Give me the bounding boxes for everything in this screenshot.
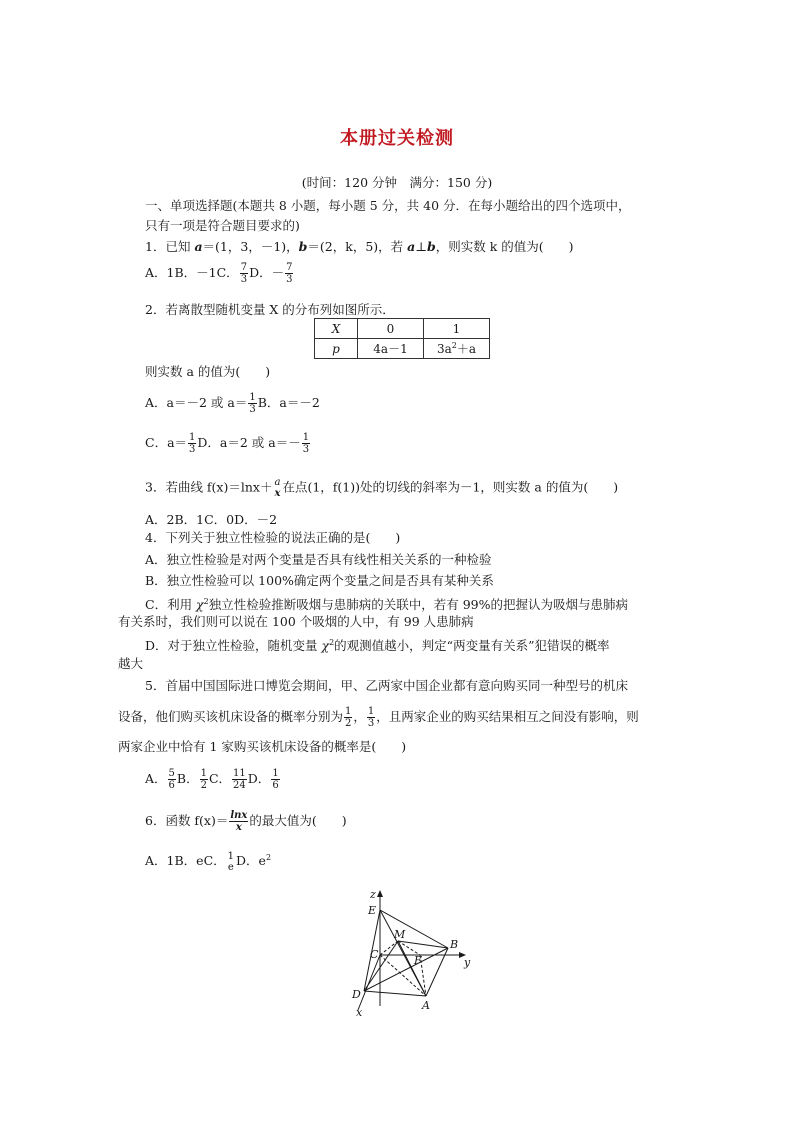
superscript: 2 [265,853,272,862]
q5-option-b-fraction [200,768,208,791]
question-1-options [145,262,294,285]
q4-text: D．对于独立性检验，随机变量 [145,638,322,654]
q3-fraction [273,477,281,499]
denominator: 3 [367,718,375,729]
denominator: 3 [286,274,293,285]
superscript: 2 [329,638,335,647]
q4-text: C．利用 [145,597,197,613]
question-5-line1: 5．首届中国国际进口博览会期间，甲、乙两家中国企业都有意向购买同一种型号的机床 [145,678,628,693]
denominator: 2 [345,718,352,729]
numerator: 1 [227,850,235,862]
question-5-options [145,768,281,791]
label-B: B [450,938,459,951]
numerator: 1 [272,768,279,779]
q2-option-d: D．a＝2 或 a＝－ [197,435,301,450]
q1-option-d: D．－ [249,265,285,280]
q6-option-c-fraction [227,851,235,873]
q5-fraction-2 [367,706,375,729]
edge-DA [364,991,426,996]
numerator: 1 [249,392,256,403]
label-A: A [422,999,430,1012]
question-2-options-cd [145,432,311,455]
q1-text: ，则实数 k 的值为( ) [435,239,574,254]
numerator: 1 [189,432,196,443]
numerator: 7 [286,262,293,273]
q1-text: ＝(1，3，－1)， [202,239,299,254]
label-D: D [352,988,361,1001]
q5-option-a: A． [145,771,167,786]
chi-symbol: χ [321,638,330,654]
q3-text: 3．若曲线 f(x)＝lnx＋ [145,479,273,495]
table-cell: 1 [424,319,490,339]
edge-MA [398,941,426,996]
table-cell [315,319,358,339]
question-5-line2 [118,706,639,729]
question-4-stem: 4．下列关于独立性检验的说法正确的是( ) [145,530,401,545]
q2-option-c-fraction [188,432,196,455]
section-heading-line2: 只有一项是符合题目要求的) [145,218,300,233]
cell-text: X [331,321,341,336]
question-2-options-ab [145,392,320,415]
table-row [315,339,490,359]
question-6-stem [145,810,347,833]
table-cell [424,339,490,359]
superscript: 2 [203,597,209,606]
denominator: 6 [168,780,175,791]
label-x: x [356,1006,363,1018]
denominator: 24 [233,780,246,791]
q6-text: 6．函数 f(x)＝ [145,813,229,828]
q4-text: 独立性检验推断吸烟与患肺病的关联中，若有 99%的把握认为吸烟与患肺病 [208,597,628,613]
denominator: 6 [272,780,279,791]
question-4-option-c-line2: 有关系时，我们则可以说在 100 个吸烟的人中，有 99 人患肺病 [118,614,474,629]
edge-MB [398,941,448,948]
denominator: x [274,488,281,499]
q1-text: ＝(2，k，5)，若 [307,239,408,254]
q2-option-c: C．a＝ [145,435,188,450]
q6-option-ab: A．1B．eC． [145,853,226,869]
q1-option-c-fraction [240,262,248,285]
q5-option-c-fraction [232,768,247,791]
q5-option-d: D． [247,771,271,786]
q6-option-d: D．e [236,853,266,869]
q1-vector-b: b [427,239,436,254]
denominator: 3 [249,404,256,415]
question-5-line3: 两家企业中恰有 1 家购买该机床设备的概率是( ) [118,739,407,754]
table-cell: 0 [358,319,424,339]
numerator: 11 [233,768,246,779]
chi-symbol: χ [196,597,204,613]
table-row [315,319,490,339]
geometry-figure [340,888,480,1018]
q1-perp-symbol: ⊥ [415,239,428,254]
numerator: lnx [230,810,248,821]
question-3-options: A．2B．1C．0D．－2 [145,512,278,527]
denominator: 2 [200,780,207,791]
label-y: y [464,956,471,969]
question-2-stem: 2．若离散型随机变量 X 的分布列如图所示． [145,302,395,317]
question-2-ask: 则实数 a 的值为( ) [145,364,271,379]
q4-text: 的观测值越小，判定“两变量有关系”犯错误的概率 [334,638,610,654]
q5-text: ， [353,709,366,724]
q5-text: 设备，他们购买该机床设备的概率分别为 [118,709,344,724]
numerator: a [274,477,281,488]
table-cell [315,339,358,359]
denominator: x [235,822,242,833]
question-4-option-d-line2: 越大 [118,656,144,671]
numerator: 1 [200,768,207,779]
cell-text: ＋a [456,342,477,356]
question-6-options [145,848,271,873]
numerator: 1 [345,706,352,717]
label-E: E [368,904,377,917]
label-M: M [394,928,406,941]
label-z: z [370,888,376,901]
q5-option-c: C． [208,771,232,786]
q1-vector-a: a [407,239,416,254]
q1-option-ab: A．1B．－1C． [145,265,239,280]
q2-option-a-fraction [248,392,256,415]
q1-option-d-fraction [285,262,293,285]
label-F: F [414,954,422,967]
denominator: 3 [189,444,196,455]
q5-option-b: B． [176,771,199,786]
denominator: 3 [302,444,310,455]
cell-text: p [332,341,340,356]
question-3-stem [145,477,618,499]
q2-option-b: B．a＝－2 [257,395,320,410]
q6-text: 的最大值为( ) [249,813,347,828]
numerator: 7 [240,262,248,273]
q5-option-d-fraction [271,768,279,791]
exam-info: (时间：120 分钟 满分：150 分) [301,175,493,190]
q5-option-a-fraction [168,768,176,791]
q5-text: ，且两家企业的购买结果相互之间没有影响，则 [376,709,639,724]
cell-text: 3a [436,342,452,356]
denominator: e [227,861,234,873]
denominator: 3 [240,274,248,285]
section-heading-line1: 一、单项选择题(本题共 8 小题，每小题 5 分，共 40 分．在每小题给出的四个选项中， [145,198,631,213]
page-title: 本册过关检测 [340,128,454,149]
question-4-option-d-line1 [145,633,609,656]
label-C: C [370,948,379,961]
numerator: 5 [168,768,175,779]
q1-text: 1．已知 [145,239,195,254]
z-arrow-icon [377,890,383,897]
distribution-table [314,318,490,359]
superscript: 2 [451,341,457,350]
q1-vector-b: b [298,239,308,254]
q2-option-d-fraction [302,432,310,455]
question-4-option-a: A．独立性检验是对两个变量是否具有线性相关关系的一种检验 [145,552,492,567]
numerator: 1 [302,432,310,443]
question-4-option-b: B．独立性检验可以 100%确定两个变量之间是否具有某种关系 [145,573,494,588]
q6-fraction [229,810,248,833]
numerator: 1 [367,706,375,717]
table-cell: 4a－1 [358,339,424,359]
q3-text: 在点(1，f(1))处的切线的斜率为－1，则实数 a 的值为( ) [282,479,619,495]
edge-CM [380,941,398,955]
question-1-stem [145,237,574,257]
q2-option-a: A．a＝－2 或 a＝ [145,395,248,410]
q1-vector-a: a [194,239,203,254]
q5-fraction-1 [344,706,352,729]
